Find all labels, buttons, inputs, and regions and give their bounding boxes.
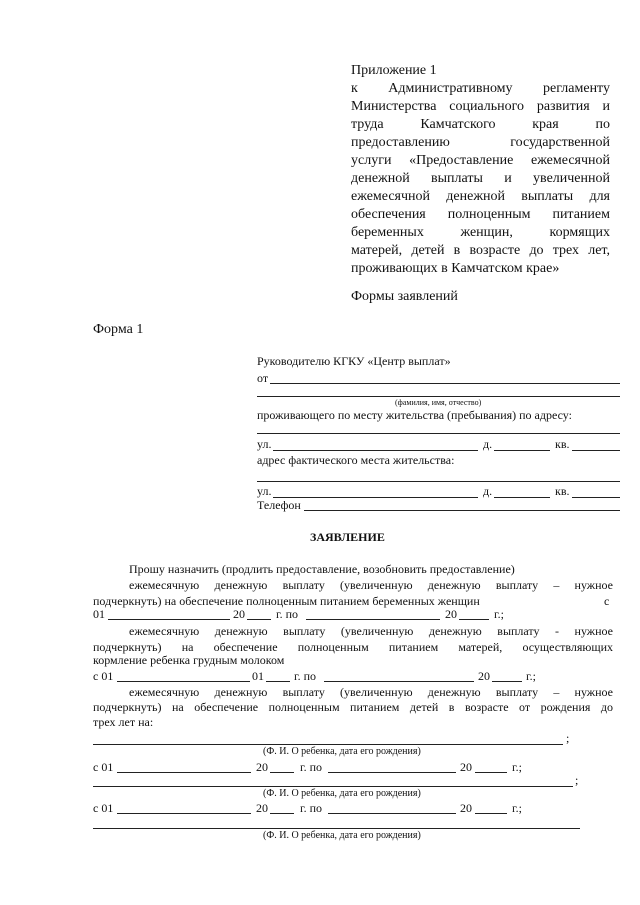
street-label: ул. — [257, 437, 272, 451]
p2-end: г.; — [526, 669, 536, 683]
phone-label: Телефон — [257, 498, 301, 512]
house-label: д. — [483, 437, 493, 451]
p2-line2: подчеркнуть) на обеспечение полноценным питанием матерей, осуществляющих — [93, 640, 613, 654]
apt-label-2: кв. — [555, 484, 570, 498]
appendix-line: услуги «Предоставление ежемесячной — [351, 153, 610, 168]
child-hint-3: (Ф. И. О ребенка, дата его рождения) — [263, 830, 421, 841]
p2-year2-line[interactable] — [492, 681, 522, 682]
address-line-blank[interactable] — [257, 433, 620, 434]
c1-year2: 20 — [460, 760, 472, 774]
appendix-line: беременных женщин, кормящих — [351, 225, 610, 240]
fio-hint: (фамилия, имя, отчество) — [395, 398, 482, 407]
child1-name-line[interactable] — [93, 744, 563, 745]
c1-year2-line[interactable] — [475, 772, 507, 773]
p1-end: г.; — [494, 607, 504, 621]
from-input-line-2[interactable] — [257, 396, 620, 397]
statement-title: ЗАЯВЛЕНИЕ — [310, 530, 385, 544]
p1-month-line[interactable] — [108, 619, 230, 620]
p1-year1-line[interactable] — [247, 619, 271, 620]
p2-from: с 01 — [93, 669, 114, 683]
p1-from-day: 01 — [93, 607, 105, 621]
p1-year2: 20 — [445, 607, 457, 621]
actual-address-label: адрес фактического места жительства: — [257, 453, 455, 467]
appendix-line: обеспечения полноценным питанием — [351, 207, 610, 222]
residing-label: проживающего по месту жительства (пребывания) по адресу: — [257, 408, 572, 422]
c1-to: г. по — [300, 760, 322, 774]
p2-year1: 01 — [252, 669, 264, 683]
house-label-2: д. — [483, 484, 493, 498]
p2-to: г. по — [294, 669, 316, 683]
child1-semicolon: ; — [566, 731, 570, 745]
c2-to: г. по — [300, 801, 322, 815]
appendix-line: предоставлению государственной — [351, 135, 610, 150]
c2-from: с 01 — [93, 801, 114, 815]
intro-text: Прошу назначить (продлить предоставление, возобновить предоставление) — [129, 562, 515, 576]
c2-month-line[interactable] — [117, 813, 251, 814]
appendix-line: денежной выплаты и увеличенной — [351, 171, 610, 186]
p3-line3: трех лет на: — [93, 715, 154, 729]
appendix-line: к Административному регламенту — [351, 81, 610, 96]
c1-from: с 01 — [93, 760, 114, 774]
appendix-line: ежемесячной денежной выплаты для — [351, 189, 610, 204]
c2-year1-line[interactable] — [270, 813, 294, 814]
c2-year2: 20 — [460, 801, 472, 815]
street-input-line-2[interactable] — [273, 497, 478, 498]
appendix-line: труда Камчатского края по — [351, 117, 610, 132]
p1-line1: ежемесячную денежную выплату (увеличенную денежную выплату – нужное — [129, 578, 613, 592]
p1-line2-end: с — [604, 594, 610, 608]
c1-year1-line[interactable] — [270, 772, 294, 773]
from-input-line[interactable] — [270, 383, 620, 384]
appendix-line: проживающих в Камчатском крае» — [351, 261, 560, 276]
c1-end: г.; — [512, 760, 522, 774]
p1-line2: подчеркнуть) на обеспечение полноценным питанием беременных женщин — [93, 594, 480, 608]
appendix-line: матерей, детей в возрасте до трех лет, — [351, 243, 610, 258]
p1-to: г. по — [276, 607, 298, 621]
addressee: Руководителю КГКУ «Центр выплат» — [257, 354, 451, 368]
child-hint-1: (Ф. И. О ребенка, дата его рождения) — [263, 746, 421, 757]
c2-year2-line[interactable] — [475, 813, 507, 814]
p2-to-line[interactable] — [324, 681, 474, 682]
apt-input-line-2[interactable] — [572, 497, 620, 498]
child2-name-line[interactable] — [93, 786, 573, 787]
c2-end: г.; — [512, 801, 522, 815]
forms-title: Формы заявлений — [351, 289, 458, 304]
c2-to-line[interactable] — [328, 813, 456, 814]
child2-semicolon: ; — [575, 773, 579, 787]
c1-to-line[interactable] — [328, 772, 456, 773]
child3-name-line[interactable] — [93, 828, 580, 829]
p1-year2-line[interactable] — [459, 619, 489, 620]
form-label: Форма 1 — [93, 322, 144, 337]
house-input-line-2[interactable] — [494, 497, 550, 498]
c1-month-line[interactable] — [117, 772, 251, 773]
p2-line1: ежемесячную денежную выплату (увеличенную денежную выплату - нужное — [129, 624, 613, 638]
c1-year1: 20 — [256, 760, 268, 774]
p2-year2: 20 — [478, 669, 490, 683]
p2-year1-line[interactable] — [266, 681, 290, 682]
appendix-line: Министерства социального развития и — [351, 99, 610, 114]
apt-label: кв. — [555, 437, 570, 451]
street-label-2: ул. — [257, 484, 272, 498]
apt-input-line[interactable] — [572, 450, 620, 451]
c2-year1: 20 — [256, 801, 268, 815]
p2-month-line[interactable] — [117, 681, 250, 682]
p1-to-line[interactable] — [306, 619, 440, 620]
p3-line2: подчеркнуть) на обеспечение полноценным питанием детей в возрасте от рождения до — [93, 700, 613, 714]
p2-line3: кормление ребенка грудным молоком — [93, 653, 285, 667]
phone-input-line[interactable] — [304, 510, 620, 511]
from-label: от — [257, 371, 269, 385]
p1-year1: 20 — [233, 607, 245, 621]
child-hint-2: (Ф. И. О ребенка, дата его рождения) — [263, 788, 421, 799]
p3-line1: ежемесячную денежную выплату (увеличенную денежную выплату – нужное — [129, 685, 613, 699]
actual-address-line-blank[interactable] — [257, 481, 620, 482]
appendix-line: Приложение 1 — [351, 63, 437, 78]
house-input-line[interactable] — [494, 450, 550, 451]
street-input-line[interactable] — [273, 450, 478, 451]
